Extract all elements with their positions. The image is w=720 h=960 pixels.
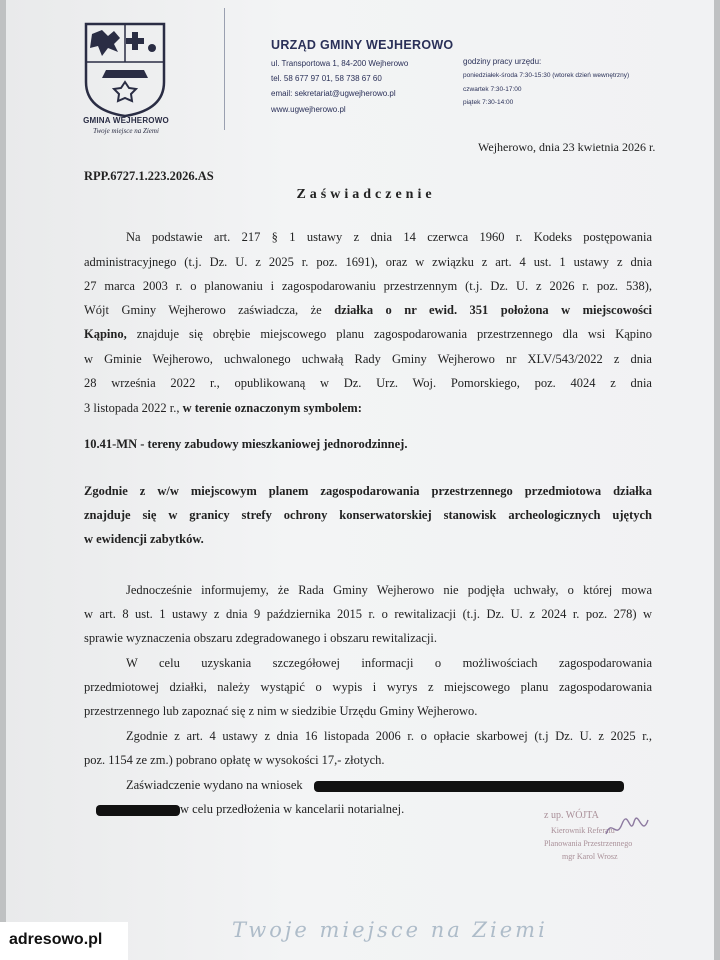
conservation-line: Zgodnie z w/w miejscowym planem zagospodarowania przestrzennego przedmiotowa działka (84, 484, 652, 498)
watermark-text: adresowo.pl (9, 931, 103, 948)
office-hours-line: piątek 7:30-14:00 (463, 99, 514, 106)
office-hours-title: godziny pracy urzędu: (463, 57, 542, 66)
stamp-line: Kierownik Referatu (551, 826, 615, 835)
body-text: 3 listopada 2022 r., (84, 401, 183, 415)
parcel-description: działka o nr ewid. 351 położona w miejscowości (334, 303, 653, 317)
body-line: poz. 1154 ze zm.) pobrano opłatę w wysokości 17,- złotych. (84, 753, 385, 767)
signature-icon (604, 812, 654, 842)
body-text: znajduje się obrębie miejscowego planu zagospodarowania przestrzennego dla wsi Kąpino (126, 327, 652, 341)
body-line: administracyjnego (t.j. Dz. U. z 2025 r. poz. 1691), oraz w związku z art. 4 ust. 1 ustawy z dnia (84, 255, 652, 269)
body-line (84, 303, 652, 318)
zoning-symbol: 10.41-MN - tereny zabudowy mieszkaniowej jednorodzinnej. (84, 437, 408, 451)
body-line: przedmiotowej działki, należy wystąpić o wypis i wyrys z miejscowego planu zagospodarowania (84, 680, 652, 694)
document-date: Wejherowo, dnia 23 kwietnia 2026 r. (478, 140, 656, 154)
body-line: W celu uzyskania szczegółowej informacji o możliwościach zagospodarowania (126, 656, 652, 670)
body-text-bold: w terenie oznaczonym symbolem: (182, 401, 362, 415)
office-hours-line: poniedziałek-środa 7:30-15:30 (wtorek dzień wewnętrzny) (463, 72, 630, 79)
conservation-line: w ewidencji zabytków. (84, 532, 204, 546)
footer-motto: Twoje miejsce na Ziemi (232, 918, 548, 942)
parcel-location: Kąpino, (84, 327, 127, 341)
header-divider (224, 8, 225, 130)
body-line (126, 778, 652, 793)
coat-of-arms-icon (84, 22, 166, 118)
office-address: ul. Transportowa 1, 84-200 Wejherowo (271, 59, 409, 68)
crest-motto: Twoje miejsce na Ziemi (93, 127, 159, 135)
body-line: Na podstawie art. 217 § 1 ustawy z dnia 14 czerwca 1960 r. Kodeks postępowania (126, 230, 652, 244)
office-website: www.ugwejherowo.pl (271, 105, 346, 114)
body-text: w celu przedłożenia w kancelarii notarialnej. (180, 802, 405, 816)
body-line: w art. 8 ust. 1 ustawy z dnia 9 października 2015 r. o rewitalizacji (t.j. Dz. U. z 2024 r. poz. 278) w (84, 607, 652, 621)
stamp-line: Planowania Przestrzennego (544, 839, 633, 848)
body-line: Jednocześnie informujemy, że Rada Gminy Wejherowo nie podjęła uchwały, o której mowa (126, 583, 652, 597)
body-text: Wójt Gminy Wejherowo zaświadcza, że (84, 303, 335, 317)
redaction-bar (314, 781, 624, 792)
stamp-line: mgr Karol Wrosz (562, 852, 618, 861)
body-line (84, 327, 652, 342)
body-line: w Gminie Wejherowo, uchwalonego uchwałą Rady Gminy Wejherowo nr XLV/543/2022 z dnia (84, 352, 652, 366)
body-line: 27 marca 2003 r. o planowaniu i zagospodarowaniu przestrzennym (t.j. Dz. U. z 2026 r. poz. 538), (84, 279, 652, 293)
office-phone: tel. 58 677 97 01, 58 738 67 60 (271, 74, 382, 83)
conservation-line: znajduje się w granicy strefy ochrony konserwatorskiej stanowisk archeologicznych ujętych (84, 508, 652, 522)
office-hours-line: czwartek 7:30-17:00 (463, 86, 522, 93)
redaction-bar (96, 805, 180, 816)
body-text: Zaświadczenie wydano na wniosek (126, 778, 303, 792)
office-email: email: sekretariat@ugwejherowo.pl (271, 89, 396, 98)
body-line (84, 401, 652, 416)
document-title: Zaświadczenie (296, 187, 436, 202)
body-line: sprawie wyznaczenia obszaru zdegradowanego i obszaru rewitalizacji. (84, 631, 437, 645)
body-line: Zgodnie z art. 4 ustawy z dnia 16 listopada 2006 r. o opłacie skarbowej (t.j Dz. U. z 2025 r., (126, 729, 652, 743)
reference-number: RPP.6727.1.223.2026.AS (84, 169, 214, 183)
body-line: 28 września 2022 r., opublikowaną w Dz. Urz. Woj. Pomorskiego, poz. 4024 z dnia (84, 376, 652, 390)
body-line: przestrzennego lub zapoznać się z nim w siedzibie Urzędu Gminy Wejherowo. (84, 704, 478, 718)
document-page (6, 0, 714, 960)
crest-name: GMINA WEJHEROWO (83, 116, 169, 125)
office-name: URZĄD GMINY WEJHEROWO (271, 38, 454, 52)
stamp-line: z up. WÓJTA (544, 810, 599, 821)
